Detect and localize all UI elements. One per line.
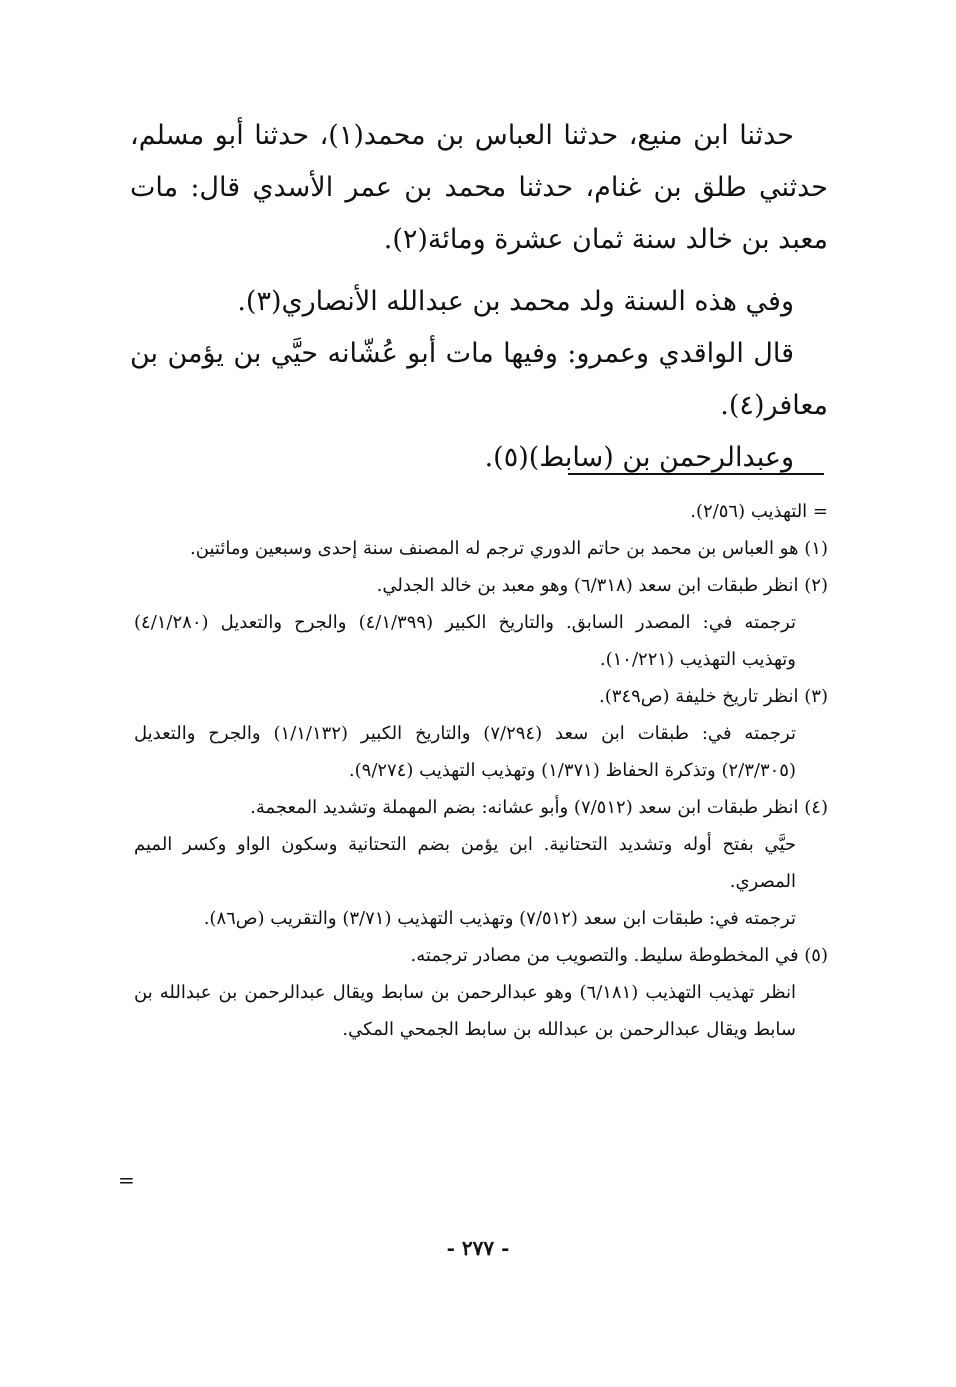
footnotes xyxy=(134,493,828,1048)
footnote-5-reference: انظر تهذيب التهذيب (٦/١٨١) وهو عبدالرحمن بن سابط ويقال عبدالرحمن بن عبدالله بن سابط ويقال عبدالرحمن بن عبدالله بن سابط الجمحي المكي. xyxy=(134,982,796,1040)
footnote-separator xyxy=(568,473,824,475)
footnote-1: (١) هو العباس بن محمد بن حاتم الدوري ترجم له المصنف سنة إحدى وسبعين ومائتين. xyxy=(190,538,828,559)
main-paragraph-3: قال الواقدي وعمرو: وفيها مات أبو عُشّانه حيَّي بن يؤمن بن معافر(٤). xyxy=(130,338,828,421)
footnote-2-translation: ترجمته في: المصدر السابق. والتاريخ الكبير (٤/١/٣٩٩) والجرح والتعديل (٤/١/٢٨٠) وتهذيب التهذيب (١٠/٢٢١). xyxy=(134,612,796,670)
page-number: - ٢٧٧ - xyxy=(446,1236,510,1260)
main-paragraph-2: وفي هذه السنة ولد محمد بن عبدالله الأنصاري(٣). xyxy=(237,286,794,317)
main-text xyxy=(130,110,828,484)
footnote-2: (٢) انظر طبقات ابن سعد (٦/٣١٨) وهو معبد بن خالد الجدلي. xyxy=(376,575,828,596)
main-paragraph-1: حدثنا ابن منيع، حدثنا العباس بن محمد(١)، حدثنا أبو مسلم، حدثني طلق بن غنام، حدثنا محمد بن عمر الأسدي قال: مات معبد بن خالد سنة ثمان عشرة ومائة(٢). xyxy=(130,120,828,255)
footnote-continuation: = التهذيب (٢/٥٦). xyxy=(690,501,828,522)
footnote-3: (٣) انظر تاريخ خليفة (ص٣٤٩). xyxy=(599,686,828,707)
footnote-4: (٤) انظر طبقات ابن سعد (٧/٥١٢) وأبو عشانه: بضم المهملة وتشديد المعجمة. xyxy=(250,797,828,818)
footnote-4-vocalization: حيَّي بفتح أوله وتشديد التحتانية. ابن يؤمن بضم التحتانية وسكون الواو وكسر الميم المصري. xyxy=(134,834,796,892)
footnote-5: (٥) في المخطوطة سليط. والتصويب من مصادر ترجمته. xyxy=(410,945,828,966)
continuation-mark: = xyxy=(118,1168,135,1192)
main-paragraph-4: وعبدالرحمن بن (سابط)(٥). xyxy=(484,442,794,473)
footnote-4-translation: ترجمته في: طبقات ابن سعد (٧/٥١٢) وتهذيب التهذيب (٣/٧١) والتقريب (ص٨٦). xyxy=(203,908,796,929)
footnote-3-translation: ترجمته في: طبقات ابن سعد (٧/٢٩٤) والتاريخ الكبير (١/١/١٣٢) والجرح والتعديل (٢/٣/٣٠٥) وتذكرة الحفاظ (١/٣٧١) وتهذيب التهذيب (٩/٢٧٤). xyxy=(134,723,796,781)
